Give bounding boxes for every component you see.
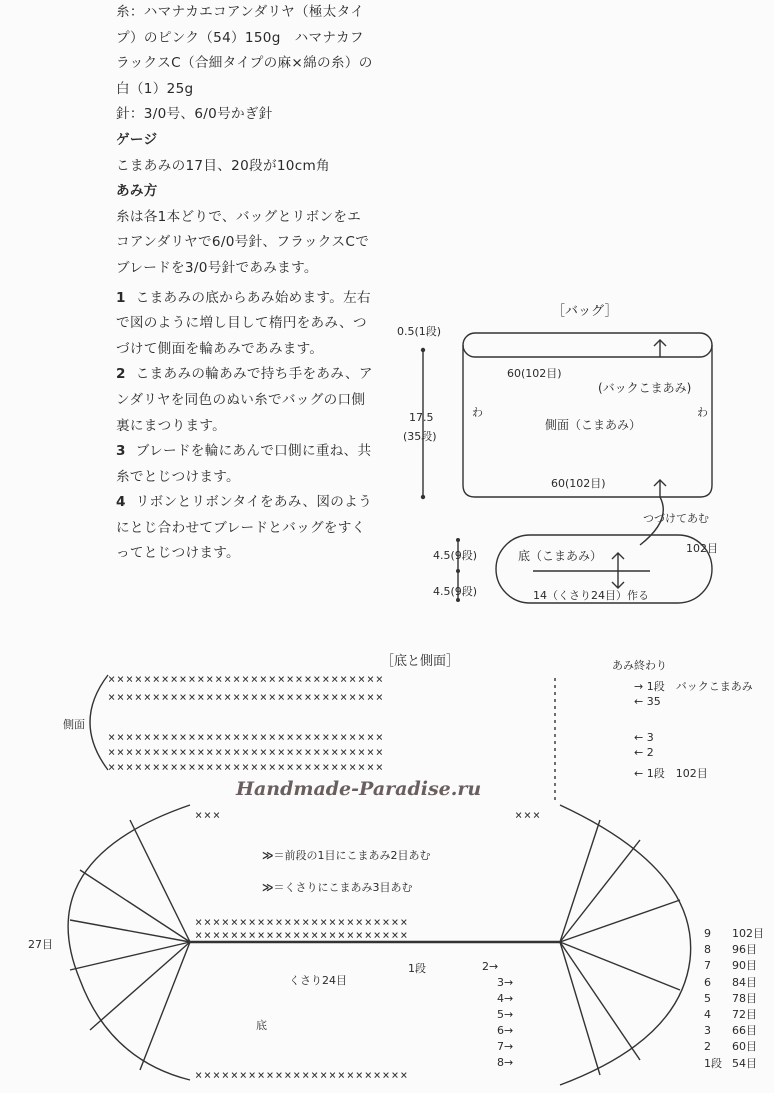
bag-base-label: 底（こまあみ） xyxy=(518,549,603,563)
stitch-count-row: 5 78目 xyxy=(704,991,757,1005)
chart-title: ［底と側面］ xyxy=(381,654,460,669)
chart-row-arrow-6: 6→ xyxy=(497,1024,514,1037)
bag-continue-label: つづけてあむ xyxy=(643,512,709,525)
legend-inc2: ≫＝前段の1目にこまあみ2目あむ xyxy=(262,849,431,862)
chart-row-label-2: 2→ xyxy=(482,960,499,973)
chart-end-label: あみ終わり xyxy=(612,659,667,672)
bag-base-count: 102目 xyxy=(686,542,718,555)
legend-inc3: ≫＝くさりにこまあみ3目あむ xyxy=(262,881,413,894)
bag-top-band xyxy=(463,333,712,357)
stitch-count-row: 7 90目 xyxy=(704,959,757,973)
stitch-row-1: ××××××××××××××××××××××××××××××× xyxy=(108,760,385,774)
chart-row-3: ← 3 xyxy=(634,731,654,744)
stitch-row-3: ××××××××××××××××××××××××××××××× xyxy=(108,730,385,744)
step-3: 3 ブレードを輪にあんで口側に重ね、共糸でとじつけます。 xyxy=(116,443,372,485)
materials-text: 糸：ハマナカエコアンダリヤ（極太タイプ）のピンク（54）150g ハマナカフラックスC（合細タイプの麻×綿の糸）の白（1）25g xyxy=(116,4,373,97)
method-intro: 糸は各1本どりで、バッグとリボンをエコアンダリヤで6/0号針、フラックスCでブレードを3/0号針であみます。 xyxy=(116,208,370,276)
stitch-count-table xyxy=(704,926,770,1072)
stitch-row-top: ××××××××××××××××××××××××××××××× xyxy=(108,672,385,686)
step-2: 2 こまあみの輪あみで持ち手をあみ、アンダリヤを同色のぬい糸でバッグの口側裏にまつります。 xyxy=(116,366,373,434)
needles-text: 針：3/0号、6/0号かぎ針 xyxy=(116,106,273,123)
method-heading: あみ方 xyxy=(116,183,158,200)
stitch-row-2: ××××××××××××××××××××××××××××××× xyxy=(108,745,385,759)
chart-row-arrow-4: 4→ xyxy=(497,992,514,1005)
chart-base-label: 底 xyxy=(256,1019,267,1032)
chart-side-label: 側面 xyxy=(63,718,85,731)
chart-row-1-top: → 1段 バックこまあみ xyxy=(634,680,753,693)
bag-side-label: 側面（こまあみ） xyxy=(545,418,642,432)
stitch-block-right: ××× xyxy=(515,808,542,822)
stitch-count-row: 8 96目 xyxy=(704,943,757,957)
chart-row-arrow-7: 7→ xyxy=(497,1040,514,1053)
stitch-count-row: 1段 54目 xyxy=(704,1056,757,1070)
chart-row-label-1: 1段 xyxy=(408,962,426,975)
stitch-count-row: 6 84目 xyxy=(704,975,757,989)
step-1: 1 こまあみの底からあみ始めます。左右で図のように増し目して楕円をあみ、つづけて側面を輪あみであみます。 xyxy=(116,289,371,357)
bag-base-h1: 4.5(9段) xyxy=(433,549,478,562)
stitch-count-row: 4 72目 xyxy=(704,1008,757,1022)
chart-row-arrow-3: 3→ xyxy=(497,976,514,989)
step-4: 4 リボンとリボンタイをあみ、図のようにとじ合わせてブレードとバッグをすくってとじつけます。 xyxy=(116,494,372,562)
chart-row-1: ← 1段 102目 xyxy=(634,767,708,780)
bag-base-chain: 14（くさり24目）作る xyxy=(533,589,649,602)
stitch-row-35: ××××××××××××××××××××××××××××××× xyxy=(108,690,385,704)
gauge-heading: ゲージ xyxy=(116,131,158,148)
chart-row-2: ← 2 xyxy=(634,746,654,759)
bag-base-h2: 4.5(9段) xyxy=(433,585,478,598)
chart-row-35: ← 35 xyxy=(634,695,661,708)
chart-chain-label: くさり24目 xyxy=(289,974,347,987)
bag-height-dim: 17.5 xyxy=(409,411,434,424)
stitch-row-base-top2: ×××××××××××××××××××××××× xyxy=(195,928,410,942)
bag-height-rows: (35段) xyxy=(403,430,437,443)
chart-row-arrow-8: 8→ xyxy=(497,1056,514,1069)
bag-top-count: 60(102目) xyxy=(507,367,562,380)
bag-top-band-dim: 0.5(1段) xyxy=(397,325,442,338)
stitch-count-row: 2 60目 xyxy=(704,1040,757,1054)
watermark: Handmade-Paradise.ru xyxy=(236,778,482,800)
stitch-block-left: ××× xyxy=(195,808,222,822)
bag-wa-right: わ xyxy=(697,406,708,419)
bag-back-label: (バックこまあみ) xyxy=(598,381,692,395)
stitch-count-row: 3 66目 xyxy=(704,1024,757,1038)
stitch-count-row: 9 102目 xyxy=(704,927,764,940)
bag-wa-left: わ xyxy=(472,406,483,419)
chart-left-count: 27目 xyxy=(28,938,53,951)
stitch-row-base-bottom: ×××××××××××××××××××××××× xyxy=(195,1068,410,1082)
bag-bottom-count: 60(102目) xyxy=(551,477,606,490)
bag-diagram-title: ［バッグ］ xyxy=(552,304,618,319)
gauge-text: こまあみの17目、20段が10cm角 xyxy=(116,157,330,174)
chart-row-arrow-5: 5→ xyxy=(497,1008,514,1021)
stitch-row-base-top: ×××××××××××××××××××××××× xyxy=(195,915,410,929)
